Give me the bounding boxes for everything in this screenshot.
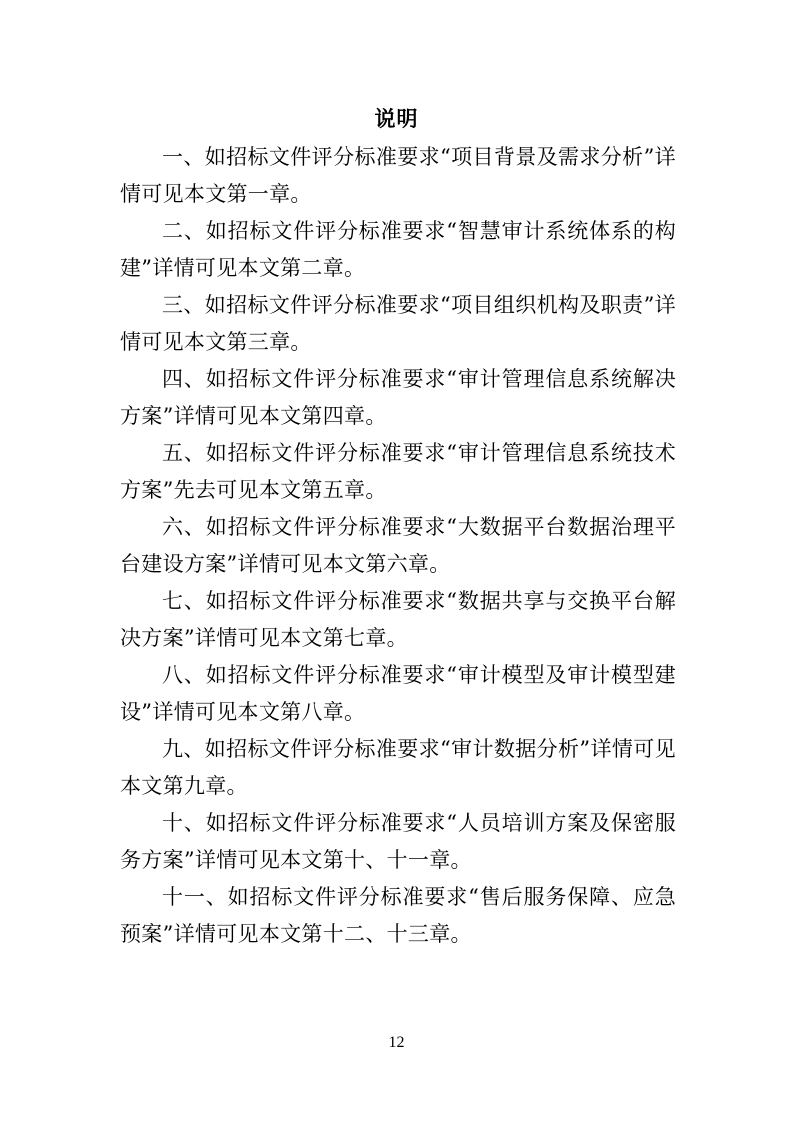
paragraph-7: 七、如招标文件评分标准要求“数据共享与交换平台解决方案”详情可见本文第七章。 [120, 589, 676, 650]
paragraph-1: 一、如招标文件评分标准要求“项目背景及需求分析”详情可见本文第一章。 [120, 145, 676, 206]
paragraph-10: 十、如招标文件评分标准要求“人员培训方案及保密服务方案”详情可见本文第十、十一章。 [120, 811, 676, 872]
paragraph-4: 四、如招标文件评分标准要求“审计管理信息系统解决方案”详情可见本文第四章。 [120, 367, 676, 428]
paragraph-9: 九、如招标文件评分标准要求“审计数据分析”详情可见本文第九章。 [120, 737, 676, 798]
page-number: 12 [388, 1034, 405, 1051]
document-body [120, 139, 676, 953]
page-title: 说明 [374, 106, 419, 131]
paragraph-2: 二、如招标文件评分标准要求“智慧审计系统体系的构建”详情可见本文第二章。 [120, 219, 676, 280]
paragraph-11: 十一、如招标文件评分标准要求“售后服务保障、应急预案”详情可见本文第十二、十三章。 [120, 885, 676, 946]
paragraph-8: 八、如招标文件评分标准要求“审计模型及审计模型建设”详情可见本文第八章。 [120, 663, 676, 724]
paragraph-6: 六、如招标文件评分标准要求“大数据平台数据治理平台建设方案”详情可见本文第六章。 [120, 515, 676, 576]
paragraph-3: 三、如招标文件评分标准要求“项目组织机构及职责”详情可见本文第三章。 [120, 293, 676, 354]
paragraph-5: 五、如招标文件评分标准要求“审计管理信息系统技术方案”先去可见本文第五章。 [120, 441, 676, 502]
